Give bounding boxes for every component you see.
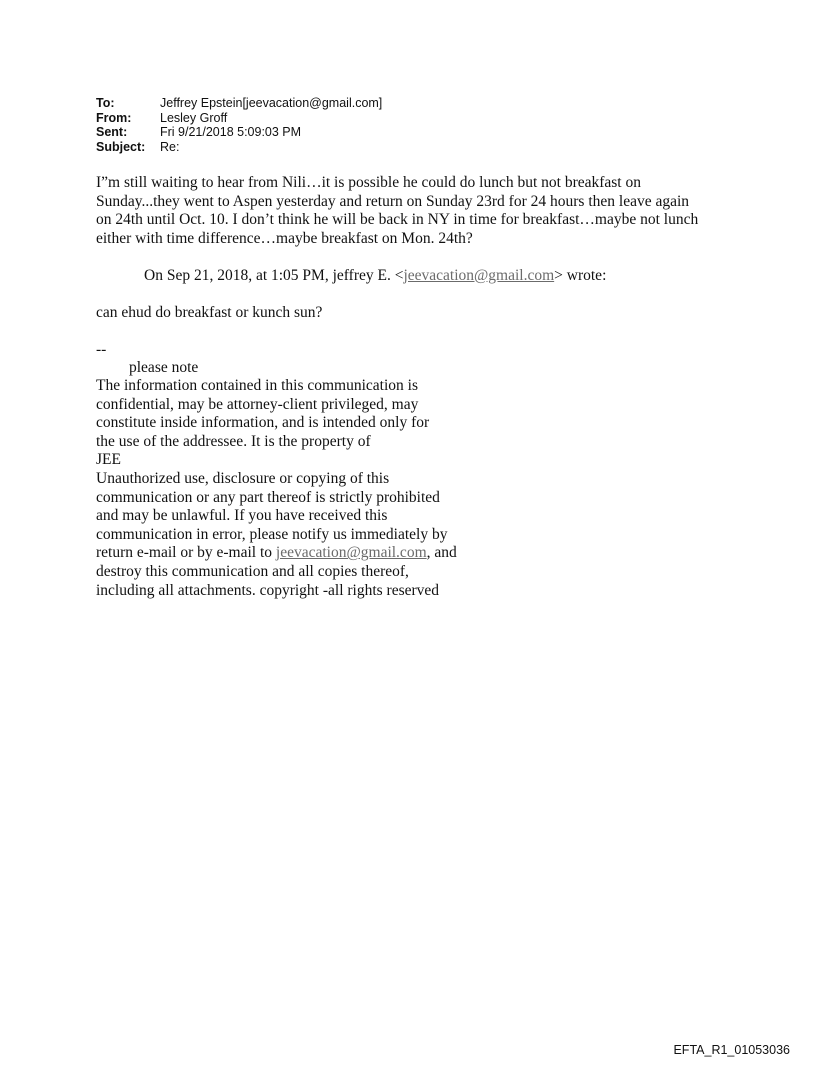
document-id: EFTA_R1_01053036 bbox=[673, 1043, 790, 1057]
body-line: I”m still waiting to hear from Nili…it is possible he could do lunch but not breakfast on bbox=[96, 174, 641, 191]
message-body bbox=[96, 174, 698, 248]
email-line-prefix: return e-mail or by e-mail to bbox=[96, 544, 276, 562]
disclaimer-line: confidential, may be attorney-client privileged, may bbox=[96, 395, 419, 413]
disclaimer-line: The information contained in this communication is bbox=[96, 377, 418, 394]
subject-row bbox=[96, 140, 382, 155]
quote-suffix: > wrote: bbox=[554, 267, 607, 284]
to-value: Jeffrey Epstein[jeevacation@gmail.com] bbox=[160, 96, 383, 110]
disclaimer-line: communication or any part thereof is strictly prohibited bbox=[96, 488, 440, 506]
sent-value: Fri 9/21/2018 5:09:03 PM bbox=[160, 125, 302, 139]
disclaimer-line: including all attachments. copyright -all rights reserved bbox=[96, 581, 440, 599]
email-header bbox=[96, 96, 382, 154]
quoted-message: can ehud do breakfast or kunch sun? bbox=[96, 304, 323, 321]
to-row bbox=[96, 96, 382, 111]
disclaimer-line: communication in error, please notify us immediately by bbox=[96, 525, 448, 543]
body-line: either with time difference…maybe breakfast on Mon. 24th? bbox=[96, 229, 473, 247]
quote-attribution bbox=[144, 267, 606, 286]
disclaimer-email-line bbox=[96, 544, 457, 563]
disclaimer-line: destroy this communication and all copies thereof, bbox=[96, 562, 409, 580]
to-label: To: bbox=[96, 96, 115, 110]
quote-email-link[interactable]: jeevacation@gmail.com bbox=[403, 267, 555, 284]
sent-row bbox=[96, 125, 382, 140]
signature-note: please note bbox=[129, 359, 199, 376]
from-label: From: bbox=[96, 110, 132, 125]
from-value: Lesley Groff bbox=[160, 110, 228, 125]
signature-separator: -- bbox=[96, 341, 107, 358]
disclaimer-line: constitute inside information, and is intended only for bbox=[96, 414, 430, 432]
from-row bbox=[96, 111, 382, 126]
disclaimer-line: JEE bbox=[96, 451, 121, 469]
disclaimer-line: Unauthorized use, disclosure or copying of this bbox=[96, 469, 390, 487]
disclaimer-line: the use of the addressee. It is the property of bbox=[96, 432, 371, 450]
disclaimer-line: and may be unlawful. If you have received this bbox=[96, 507, 388, 525]
quote-prefix: On Sep 21, 2018, at 1:05 PM, jeffrey E. < bbox=[144, 267, 404, 284]
signature-disclaimer bbox=[96, 377, 457, 600]
body-line: on 24th until Oct. 10. I don’t think he will be back in NY in time for breakfast…maybe not lunch bbox=[96, 211, 699, 229]
sent-label: Sent: bbox=[96, 125, 128, 139]
subject-label: Subject: bbox=[96, 139, 146, 154]
email-line-suffix: , and bbox=[426, 544, 457, 562]
body-line: Sunday...they went to Aspen yesterday and return on Sunday 23rd for 24 hours then leave again bbox=[96, 192, 690, 210]
subject-value: Re: bbox=[160, 139, 180, 154]
disclaimer-email-link[interactable]: jeevacation@gmail.com bbox=[275, 544, 427, 562]
